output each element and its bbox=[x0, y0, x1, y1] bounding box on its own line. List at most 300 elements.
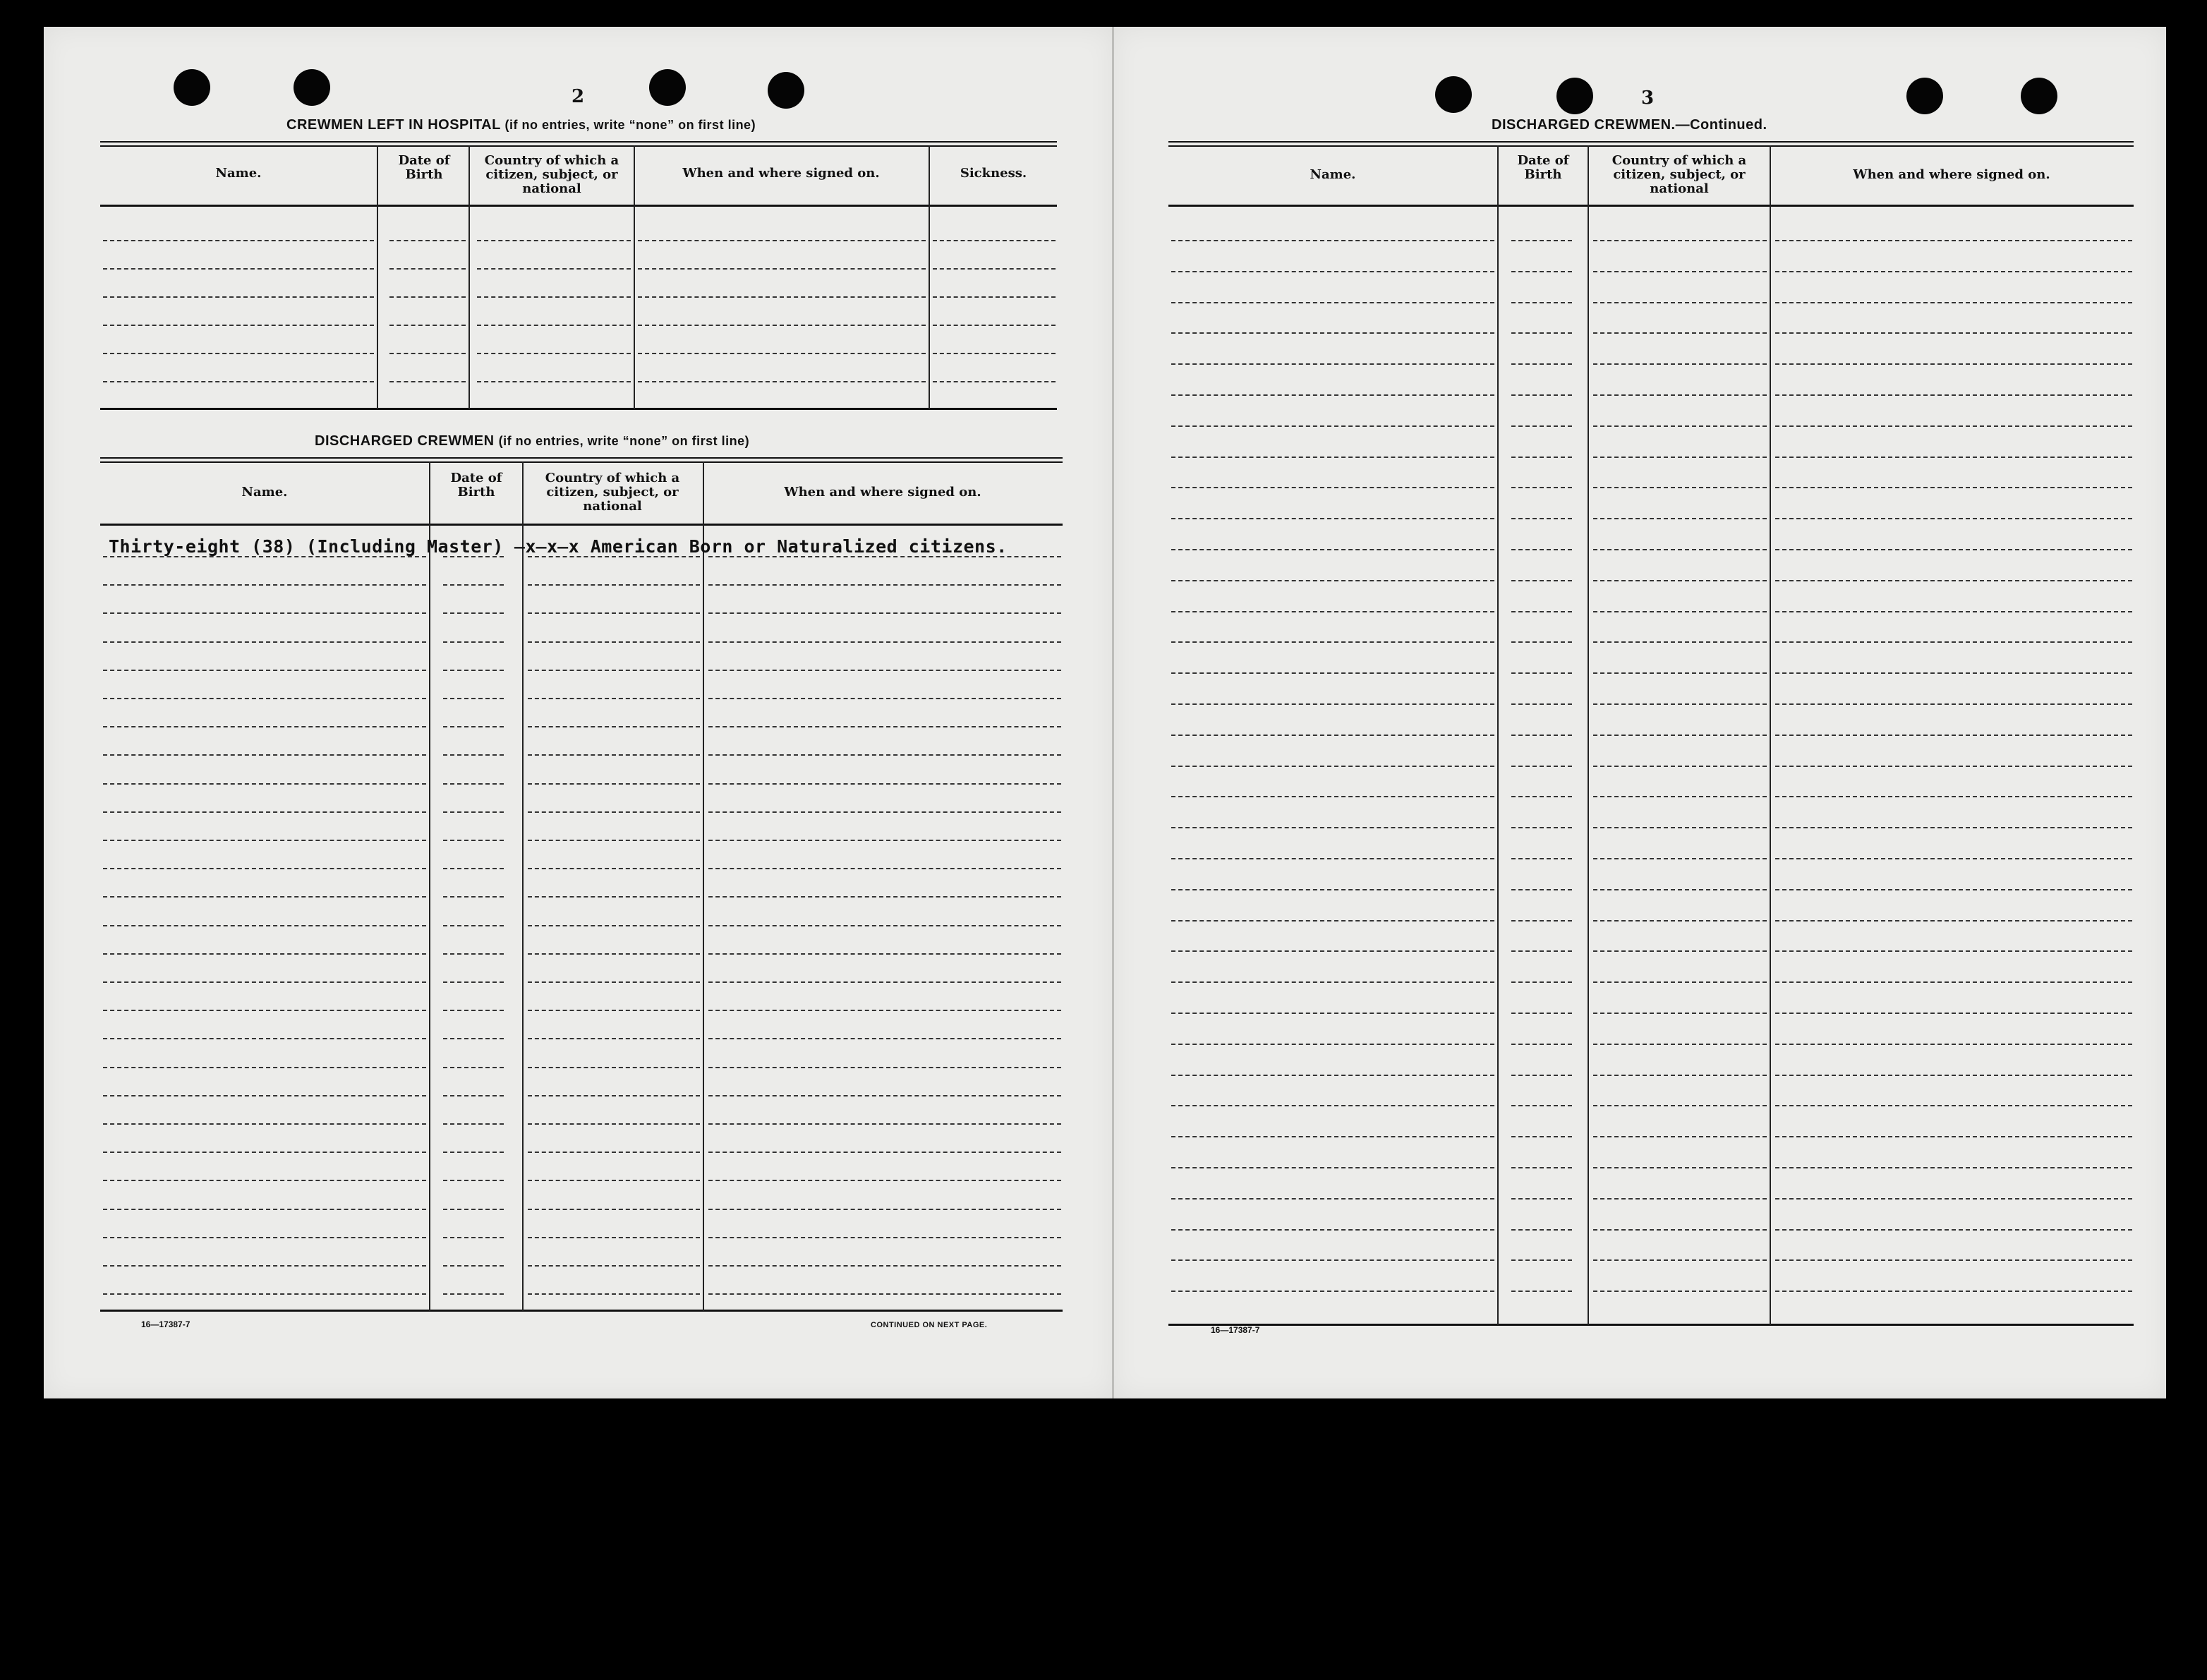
ruled-line bbox=[103, 1152, 426, 1153]
ruled-line bbox=[1775, 889, 2132, 890]
ruled-line bbox=[443, 726, 504, 727]
ruled-line bbox=[1171, 549, 1494, 550]
ruled-line bbox=[528, 840, 700, 841]
ruled-line bbox=[389, 353, 466, 354]
ruled-line bbox=[1593, 363, 1767, 365]
ruled-line bbox=[1511, 641, 1572, 643]
ruled-line bbox=[477, 381, 631, 382]
ruled-line bbox=[933, 296, 1056, 298]
ruled-line bbox=[1593, 425, 1767, 427]
ruled-line bbox=[1511, 240, 1572, 241]
punch-hole bbox=[768, 72, 804, 109]
ruled-line bbox=[1593, 981, 1767, 983]
ruled-line bbox=[1511, 1136, 1572, 1137]
ruled-line bbox=[708, 1095, 1061, 1096]
ruled-line bbox=[1593, 487, 1767, 488]
ruled-line bbox=[528, 953, 700, 955]
ruled-line bbox=[389, 325, 466, 326]
ruled-line bbox=[1171, 302, 1494, 303]
ruled-line bbox=[1171, 611, 1494, 612]
ruled-line bbox=[1775, 1136, 2132, 1137]
column-divider bbox=[634, 145, 635, 409]
column-divider bbox=[1588, 145, 1589, 1325]
ruled-line bbox=[708, 868, 1061, 869]
ruled-line bbox=[1171, 1229, 1494, 1231]
ruled-line bbox=[1171, 1259, 1494, 1261]
ruled-line bbox=[1171, 363, 1494, 365]
ruled-line bbox=[1775, 796, 2132, 797]
ruled-line bbox=[1593, 1105, 1767, 1106]
ruled-line bbox=[103, 1180, 426, 1181]
ruled-line bbox=[528, 726, 700, 727]
ruled-line bbox=[443, 1180, 504, 1181]
ruled-line bbox=[638, 381, 926, 382]
ruled-line bbox=[1171, 1136, 1494, 1137]
ruled-line bbox=[1593, 672, 1767, 674]
ruled-line bbox=[103, 811, 426, 813]
ruled-line bbox=[933, 240, 1056, 241]
ruled-line bbox=[477, 325, 631, 326]
ruled-line bbox=[1593, 827, 1767, 828]
ruled-line bbox=[1775, 240, 2132, 241]
ruled-line bbox=[443, 1209, 504, 1210]
ruled-line bbox=[1593, 611, 1767, 612]
ruled-line bbox=[1511, 302, 1572, 303]
ruled-line bbox=[1511, 1259, 1572, 1261]
column-divider bbox=[1770, 145, 1771, 1325]
ruled-line bbox=[933, 353, 1056, 354]
ruled-line bbox=[389, 381, 466, 382]
ruled-line bbox=[1171, 1013, 1494, 1014]
ruled-line bbox=[1511, 981, 1572, 983]
ruled-line bbox=[528, 584, 700, 586]
discharged-title: DISCHARGED CREWMEN bbox=[315, 433, 495, 449]
discharged-continued-table bbox=[1168, 141, 2134, 1325]
ruled-line bbox=[443, 556, 504, 557]
hospital-table bbox=[100, 141, 1057, 409]
column-divider bbox=[468, 145, 470, 409]
col-header-name: Name. bbox=[215, 166, 262, 181]
ruled-line bbox=[1511, 703, 1572, 705]
ruled-line bbox=[1511, 271, 1572, 272]
ruled-line bbox=[708, 1123, 1061, 1125]
ruled-line bbox=[528, 612, 700, 614]
ruled-line bbox=[528, 1180, 700, 1181]
ruled-line bbox=[933, 325, 1056, 326]
ruled-line bbox=[1171, 457, 1494, 458]
ruled-line bbox=[1511, 827, 1572, 828]
ruled-line bbox=[443, 840, 504, 841]
punch-hole bbox=[1556, 78, 1593, 114]
ruled-line bbox=[708, 612, 1061, 614]
page-spine bbox=[1112, 27, 1114, 1398]
ruled-line bbox=[103, 783, 426, 785]
ruled-line bbox=[103, 840, 426, 841]
ruled-line bbox=[708, 925, 1061, 926]
punch-hole bbox=[649, 69, 686, 106]
ruled-line bbox=[1171, 766, 1494, 767]
ruled-line bbox=[1593, 920, 1767, 921]
ruled-line bbox=[708, 556, 1061, 557]
ruled-line bbox=[103, 953, 426, 955]
ruled-line bbox=[1593, 302, 1767, 303]
ruled-line bbox=[1511, 518, 1572, 519]
ruled-line bbox=[528, 1237, 700, 1238]
ruled-line bbox=[443, 612, 504, 614]
punch-hole bbox=[1906, 78, 1943, 114]
ruled-line bbox=[443, 896, 504, 898]
ruled-line bbox=[528, 670, 700, 671]
ruled-line bbox=[1171, 827, 1494, 828]
ruled-line bbox=[1775, 1229, 2132, 1231]
ruled-line bbox=[103, 612, 426, 614]
ruled-line bbox=[1511, 457, 1572, 458]
ruled-line bbox=[443, 698, 504, 699]
ruled-line bbox=[443, 1265, 504, 1267]
ruled-line bbox=[1171, 425, 1494, 427]
ruled-line bbox=[443, 953, 504, 955]
ruled-line bbox=[1511, 889, 1572, 890]
ruled-line bbox=[638, 325, 926, 326]
ruled-line bbox=[443, 670, 504, 671]
discharged-section-title bbox=[315, 433, 749, 449]
ruled-line bbox=[1171, 672, 1494, 674]
ruled-line bbox=[1593, 271, 1767, 272]
ruled-line bbox=[1775, 1259, 2132, 1261]
ruled-line bbox=[1775, 1075, 2132, 1076]
ruled-line bbox=[1511, 1105, 1572, 1106]
ruled-line bbox=[1511, 363, 1572, 365]
ruled-line bbox=[103, 754, 426, 756]
ruled-line bbox=[528, 1209, 700, 1210]
ruled-line bbox=[1593, 735, 1767, 736]
ruled-line bbox=[638, 296, 926, 298]
ruled-line bbox=[103, 584, 426, 586]
ruled-line bbox=[638, 353, 926, 354]
page-number: 2 bbox=[572, 86, 585, 107]
bottom-rule bbox=[1168, 1324, 2134, 1326]
ruled-line bbox=[528, 868, 700, 869]
ruled-line bbox=[443, 641, 504, 643]
form-number: 16—17387-7 bbox=[141, 1319, 191, 1329]
ruled-line bbox=[528, 981, 700, 983]
ruled-line bbox=[708, 1265, 1061, 1267]
ruled-line bbox=[1593, 703, 1767, 705]
ruled-line bbox=[1775, 858, 2132, 859]
bottom-rule bbox=[100, 408, 1057, 410]
ruled-line bbox=[1511, 1198, 1572, 1199]
ruled-line bbox=[638, 268, 926, 270]
ruled-line bbox=[103, 925, 426, 926]
ruled-line bbox=[1171, 641, 1494, 643]
header-rule bbox=[100, 524, 1063, 526]
col-header-name: Name. bbox=[1310, 167, 1356, 182]
ruled-line bbox=[103, 670, 426, 671]
ruled-line bbox=[443, 868, 504, 869]
ruled-line bbox=[443, 1038, 504, 1039]
ruled-line bbox=[103, 268, 374, 270]
ruled-line bbox=[443, 925, 504, 926]
ruled-line bbox=[1775, 518, 2132, 519]
ruled-line bbox=[638, 240, 926, 241]
header-rule bbox=[100, 205, 1057, 207]
ruled-line bbox=[1171, 240, 1494, 241]
ruled-line bbox=[1171, 1044, 1494, 1045]
ruled-line bbox=[1511, 1075, 1572, 1076]
ruled-line bbox=[103, 381, 374, 382]
ruled-line bbox=[1171, 332, 1494, 334]
ruled-line bbox=[1171, 1167, 1494, 1168]
ruled-line bbox=[528, 1293, 700, 1295]
ruled-line bbox=[103, 641, 426, 643]
ruled-line bbox=[443, 1123, 504, 1125]
col-header-dob: Date of Birth bbox=[1517, 153, 1569, 182]
table-top-rule bbox=[100, 457, 1063, 463]
ruled-line bbox=[1593, 1167, 1767, 1168]
ruled-line bbox=[443, 1152, 504, 1153]
ruled-line bbox=[933, 381, 1056, 382]
ruled-line bbox=[708, 896, 1061, 898]
ruled-line bbox=[103, 1067, 426, 1068]
ruled-line bbox=[1593, 1291, 1767, 1292]
continued-note: CONTINUED ON NEXT PAGE. bbox=[871, 1321, 988, 1329]
ruled-line bbox=[1775, 457, 2132, 458]
col-header-signed-on: When and where signed on. bbox=[682, 166, 880, 181]
ruled-line bbox=[443, 1237, 504, 1238]
ruled-line bbox=[103, 353, 374, 354]
ruled-line bbox=[708, 754, 1061, 756]
punch-hole bbox=[2021, 78, 2057, 114]
col-header-name: Name. bbox=[241, 485, 288, 500]
ruled-line bbox=[1775, 1105, 2132, 1106]
ruled-line bbox=[1171, 580, 1494, 581]
ruled-line bbox=[477, 353, 631, 354]
hospital-title: CREWMEN LEFT IN HOSPITAL bbox=[286, 117, 501, 133]
ruled-line bbox=[1171, 981, 1494, 983]
ruled-line bbox=[1511, 1044, 1572, 1045]
ruled-line bbox=[528, 1152, 700, 1153]
ruled-line bbox=[103, 726, 426, 727]
column-divider bbox=[429, 461, 430, 1311]
col-header-country: Country of which a citizen, subject, or national bbox=[545, 471, 680, 514]
ruled-line bbox=[1593, 858, 1767, 859]
ruled-line bbox=[708, 726, 1061, 727]
col-header-signed-on: When and where signed on. bbox=[784, 485, 981, 500]
ruled-line bbox=[1511, 796, 1572, 797]
ruled-line bbox=[528, 811, 700, 813]
ruled-line bbox=[528, 641, 700, 643]
ruled-line bbox=[528, 1095, 700, 1096]
ruled-line bbox=[103, 698, 426, 699]
ruled-line bbox=[103, 896, 426, 898]
ruled-line bbox=[1511, 766, 1572, 767]
ruled-line bbox=[1593, 641, 1767, 643]
ruled-line bbox=[103, 1123, 426, 1125]
ruled-line bbox=[1511, 1229, 1572, 1231]
ruled-line bbox=[708, 1152, 1061, 1153]
ruled-line bbox=[1593, 1229, 1767, 1231]
ruled-line bbox=[1593, 457, 1767, 458]
ruled-line bbox=[443, 584, 504, 586]
ruled-line bbox=[1593, 518, 1767, 519]
hospital-section-title bbox=[286, 117, 756, 133]
ruled-line bbox=[708, 641, 1061, 643]
ruled-line bbox=[1171, 1075, 1494, 1076]
col-header-country: Country of which a citizen, subject, or national bbox=[1612, 153, 1747, 196]
ruled-line bbox=[528, 1123, 700, 1125]
ruled-line bbox=[1775, 1013, 2132, 1014]
ruled-line bbox=[103, 1237, 426, 1238]
ruled-line bbox=[1511, 332, 1572, 334]
ruled-line bbox=[1775, 735, 2132, 736]
ruled-line bbox=[708, 1038, 1061, 1039]
ruled-line bbox=[103, 868, 426, 869]
discharged-continued-title: DISCHARGED CREWMEN.—Continued. bbox=[1492, 117, 1767, 133]
ruled-line bbox=[1775, 981, 2132, 983]
ruled-line bbox=[443, 1293, 504, 1295]
ruled-line bbox=[103, 1010, 426, 1011]
ruled-line bbox=[708, 1180, 1061, 1181]
ruled-line bbox=[528, 1010, 700, 1011]
ruled-line bbox=[528, 896, 700, 898]
ruled-line bbox=[103, 556, 426, 557]
ruled-line bbox=[103, 325, 374, 326]
ruled-line bbox=[477, 240, 631, 241]
ruled-line bbox=[1593, 889, 1767, 890]
ruled-line bbox=[1775, 766, 2132, 767]
ruled-line bbox=[1171, 394, 1494, 396]
ruled-line bbox=[1511, 394, 1572, 396]
typed-entry: Thirty-eight (38) (Including Master) ̶x̶x̶x American Born or Naturalized citizens. bbox=[109, 536, 1008, 557]
ruled-line bbox=[389, 268, 466, 270]
ruled-line bbox=[1775, 271, 2132, 272]
ruled-line bbox=[1775, 580, 2132, 581]
ruled-line bbox=[528, 1067, 700, 1068]
ruled-line bbox=[103, 240, 374, 241]
ruled-line bbox=[1593, 1259, 1767, 1261]
ruled-line bbox=[1171, 796, 1494, 797]
ruled-line bbox=[708, 670, 1061, 671]
ruled-line bbox=[1593, 394, 1767, 396]
ruled-line bbox=[1511, 425, 1572, 427]
form-number: 16—17387-7 bbox=[1211, 1325, 1260, 1335]
ruled-line bbox=[1511, 1013, 1572, 1014]
ruled-line bbox=[1593, 1013, 1767, 1014]
ruled-line bbox=[1171, 858, 1494, 859]
ruled-line bbox=[1171, 487, 1494, 488]
ruled-line bbox=[389, 240, 466, 241]
ruled-line bbox=[708, 1237, 1061, 1238]
ruled-line bbox=[103, 1038, 426, 1039]
ruled-line bbox=[1511, 1167, 1572, 1168]
ruled-line bbox=[1171, 1291, 1494, 1292]
ruled-line bbox=[708, 584, 1061, 586]
col-header-dob: Date of Birth bbox=[450, 471, 502, 500]
ruled-line bbox=[1593, 580, 1767, 581]
ruled-line bbox=[1511, 1291, 1572, 1292]
ruled-line bbox=[1775, 950, 2132, 952]
punch-hole bbox=[294, 69, 330, 106]
ruled-line bbox=[443, 981, 504, 983]
ruled-line bbox=[443, 754, 504, 756]
ruled-line bbox=[1775, 641, 2132, 643]
table-top-rule bbox=[1168, 141, 2134, 147]
column-divider bbox=[377, 145, 378, 409]
ruled-line bbox=[103, 296, 374, 298]
ruled-line bbox=[528, 783, 700, 785]
ruled-line bbox=[1171, 920, 1494, 921]
ruled-line bbox=[1511, 672, 1572, 674]
ruled-line bbox=[528, 754, 700, 756]
column-divider bbox=[1497, 145, 1499, 1325]
punch-hole bbox=[1435, 76, 1472, 113]
ruled-line bbox=[708, 953, 1061, 955]
ruled-line bbox=[477, 296, 631, 298]
ruled-line bbox=[1593, 332, 1767, 334]
table-top-rule bbox=[100, 141, 1057, 147]
ruled-line bbox=[1775, 332, 2132, 334]
ruled-line bbox=[1775, 703, 2132, 705]
ruled-line bbox=[443, 1010, 504, 1011]
ruled-line bbox=[103, 1095, 426, 1096]
ruled-line bbox=[708, 698, 1061, 699]
discharged-subtitle: (if no entries, write “none” on first line) bbox=[498, 434, 750, 448]
header-rule bbox=[1168, 205, 2134, 207]
ruled-line bbox=[1511, 735, 1572, 736]
ruled-line bbox=[1775, 549, 2132, 550]
discharged-table bbox=[100, 457, 1063, 1311]
ruled-line bbox=[1775, 1291, 2132, 1292]
column-divider bbox=[703, 461, 704, 1311]
ruled-line bbox=[708, 1209, 1061, 1210]
ruled-line bbox=[1775, 302, 2132, 303]
ruled-line bbox=[1593, 1044, 1767, 1045]
ruled-line bbox=[443, 783, 504, 785]
ruled-line bbox=[1775, 672, 2132, 674]
ruled-line bbox=[1593, 240, 1767, 241]
ruled-line bbox=[708, 981, 1061, 983]
ruled-line bbox=[1775, 363, 2132, 365]
punch-hole bbox=[174, 69, 210, 106]
ruled-line bbox=[528, 698, 700, 699]
page-number: 3 bbox=[1641, 87, 1655, 109]
ruled-line bbox=[528, 925, 700, 926]
ruled-line bbox=[1511, 611, 1572, 612]
ruled-line bbox=[1511, 487, 1572, 488]
col-header-country: Country of which a citizen, subject, or national bbox=[484, 153, 619, 196]
ruled-line bbox=[1511, 858, 1572, 859]
ruled-line bbox=[528, 1038, 700, 1039]
ruled-line bbox=[389, 296, 466, 298]
ruled-line bbox=[1775, 1044, 2132, 1045]
ruled-line bbox=[1593, 1075, 1767, 1076]
ruled-line bbox=[1171, 518, 1494, 519]
ruled-line bbox=[443, 1095, 504, 1096]
column-divider bbox=[929, 145, 930, 409]
ruled-line bbox=[708, 1067, 1061, 1068]
ruled-line bbox=[103, 1209, 426, 1210]
ruled-line bbox=[1511, 920, 1572, 921]
ruled-line bbox=[443, 1067, 504, 1068]
ruled-line bbox=[103, 1293, 426, 1295]
ruled-line bbox=[1593, 796, 1767, 797]
ruled-line bbox=[1775, 425, 2132, 427]
column-divider bbox=[522, 461, 524, 1311]
hospital-subtitle: (if no entries, write “none” on first line) bbox=[504, 118, 756, 132]
ruled-line bbox=[1593, 1136, 1767, 1137]
ruled-line bbox=[1171, 889, 1494, 890]
ruled-line bbox=[1171, 271, 1494, 272]
